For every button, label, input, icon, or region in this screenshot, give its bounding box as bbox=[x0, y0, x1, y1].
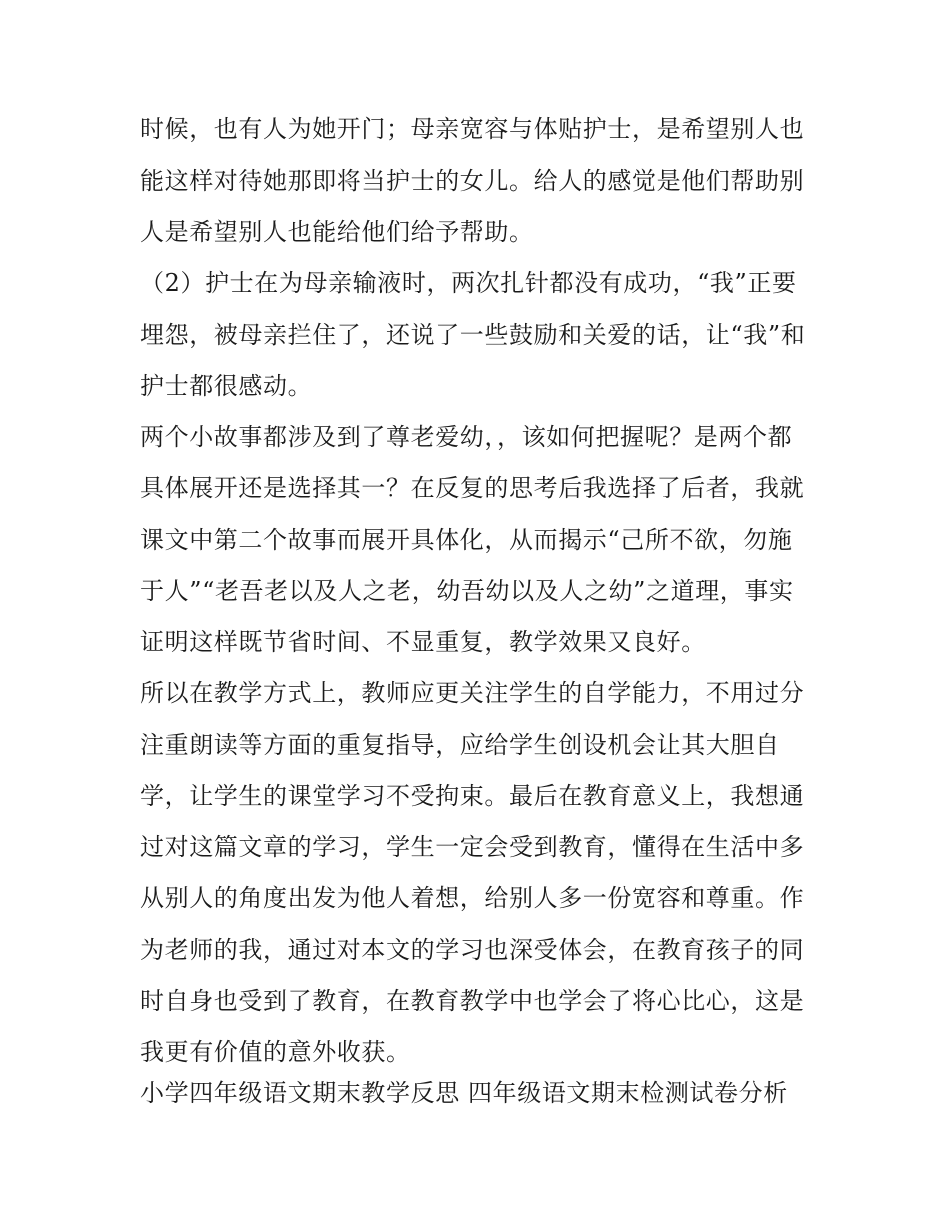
text-line: 从别人的角度出发为他人着想，给别人多一份宽容和尊重。作 bbox=[140, 884, 805, 912]
text-line: 我更有价值的意外收获。 bbox=[140, 1038, 411, 1066]
text-line: 课文中第二个故事而展开具体化，从而揭示“己所不欲，勿施 bbox=[140, 526, 793, 554]
text-line: 学，让学生的课堂学习不受拘束。最后在教育意义上，我想通 bbox=[140, 782, 805, 810]
text-line: 时自身也受到了教育，在教育教学中也学会了将心比心，这是 bbox=[140, 987, 805, 1015]
text-line: 证明这样既节省时间、不显重复，教学效果又良好。 bbox=[140, 628, 706, 656]
text-line: 所以在教学方式上，教师应更关注学生的自学能力，不用过分 bbox=[140, 679, 805, 707]
text-line: 注重朗读等方面的重复指导，应给学生创设机会让其大胆自 bbox=[140, 731, 780, 759]
text-line: 人是希望别人也能给他们给予帮助。 bbox=[140, 218, 534, 246]
text-line: 为老师的我，通过对本文的学习也深受体会，在教育孩子的同 bbox=[140, 936, 805, 964]
text-line: 护士都很感动。 bbox=[140, 372, 313, 400]
text-line: 具体展开还是选择其一？在反复的思考后我选择了后者，我就 bbox=[140, 474, 805, 502]
text-line: 过对这篇文章的学习，学生一定会受到教育，懂得在生活中多 bbox=[140, 833, 805, 861]
text-line: 时候，也有人为她开门；母亲宽容与体贴护士，是希望别人也 bbox=[140, 115, 805, 143]
text-line: 能这样对待她那即将当护士的女儿。给人的感觉是他们帮助别 bbox=[140, 167, 805, 195]
text-line: 于人”“老吾老以及人之老，幼吾幼以及人之幼”之道理，事实 bbox=[140, 577, 794, 605]
text-line: （2）护士在为母亲输液时，两次扎针都没有成功，“我”正要 bbox=[140, 269, 797, 297]
text-line: 两个小故事都涉及到了尊老爱幼，，该如何把握呢？是两个都 bbox=[140, 423, 793, 451]
text-line: 埋怨，被母亲拦住了，还说了一些鼓励和关爱的话，让“我”和 bbox=[140, 321, 806, 349]
text-line: 小学四年级语文期末教学反思 四年级语文期末检测试卷分析 bbox=[140, 1079, 788, 1107]
